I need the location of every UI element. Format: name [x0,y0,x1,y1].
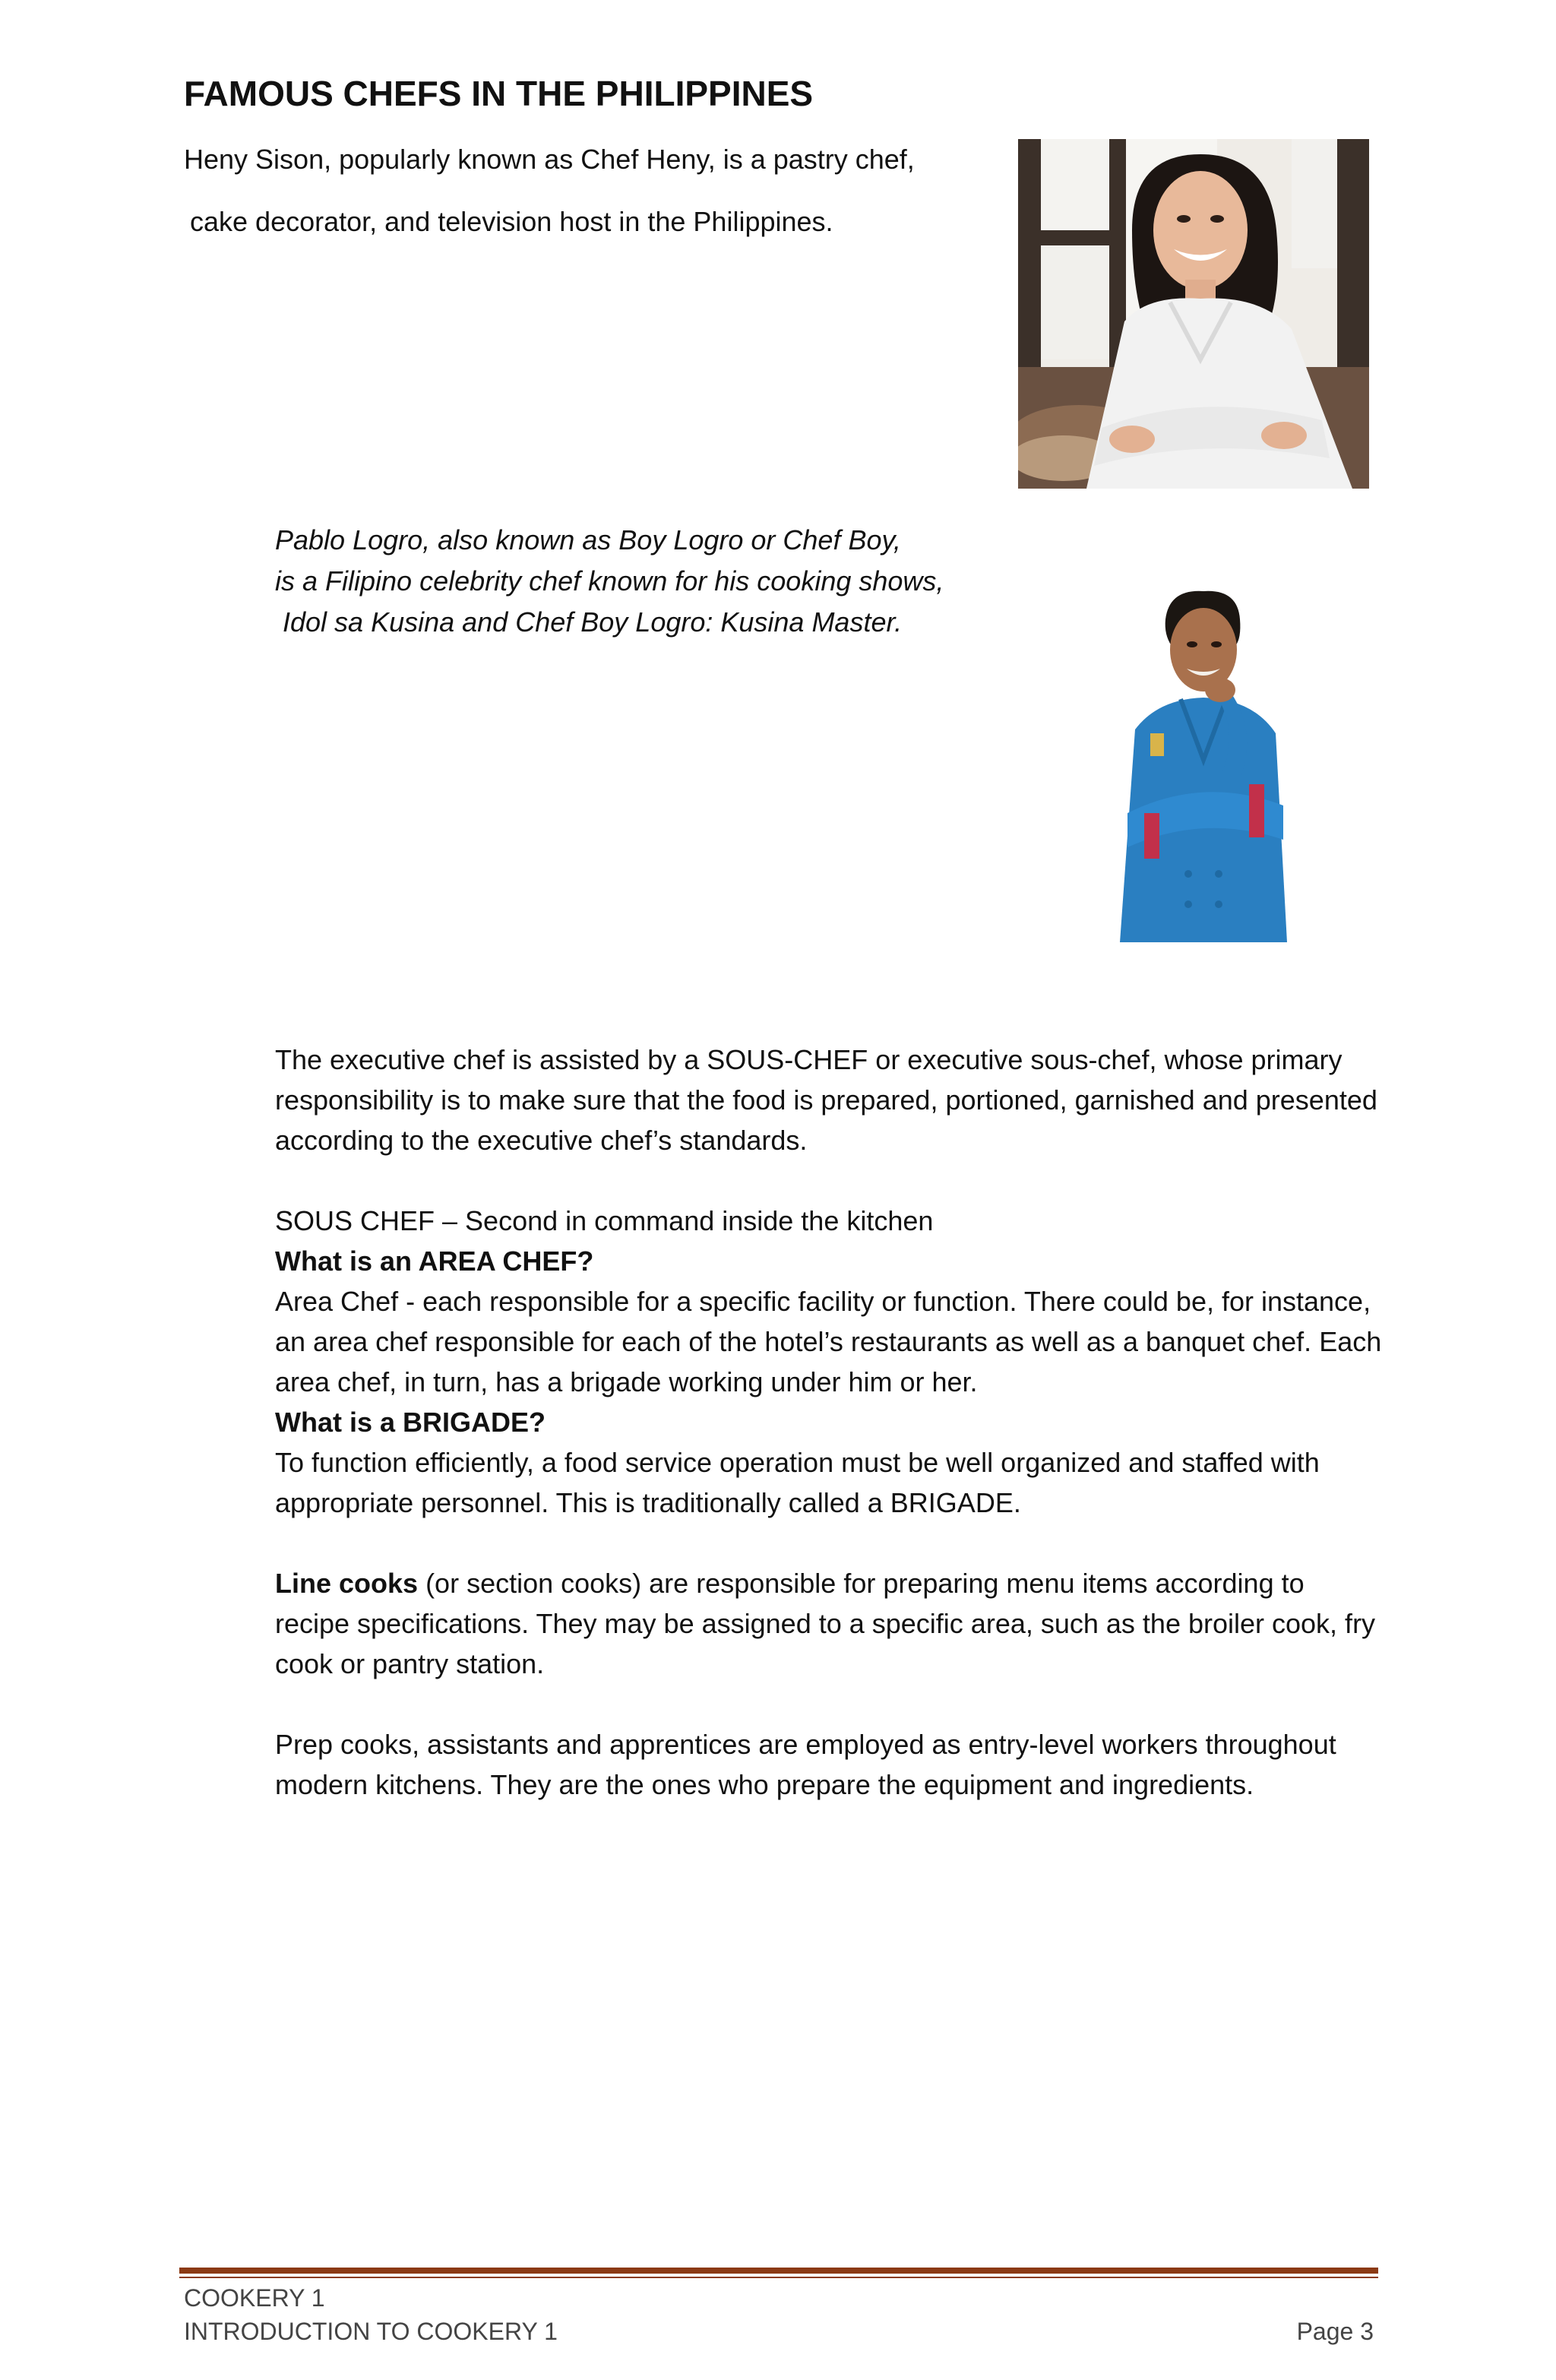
line-cooks-text: (or section cooks) are responsible for preparing menu items according to recipe specifications. They may be assigned to a specific area, such as the broiler cook, fry cook or pantry station. [275,1568,1376,1679]
brigade-heading: What is a BRIGADE? [275,1407,546,1438]
footer-course: COOKERY 1 [184,2284,325,2312]
chef-boy-logro-photo [1105,585,1302,942]
body-content [275,1040,1384,1805]
boy-logro-description [275,520,944,643]
brigade-paragraph: To function efficiently, a food service operation must be well organized and staffed with appropriate personnel. This is traditionally called a BRIGADE. [275,1447,1320,1518]
footer-rule [179,2268,1378,2274]
boy-description-line-3: Idol sa Kusina and Chef Boy Logro: Kusina Master. [283,606,903,638]
area-chef-paragraph: Area Chef - each responsible for a specific facility or function. There could be, for instance, an area chef responsible for each of the hotel’s restaurants as well as a banquet chef. Each area chef, in turn, has a brigade working under him or her. [275,1286,1382,1397]
prep-cooks-paragraph: Prep cooks, assistants and apprentices are employed as entry-level workers throughout modern kitchens. They are the ones who prepare the equipment and ingredients. [275,1729,1336,1800]
boy-description-line-1: Pablo Logro, also known as Boy Logro or Chef Boy, [275,524,901,555]
heny-description-line-1: Heny Sison, popularly known as Chef Heny, is a pastry chef, [184,144,915,175]
sous-chef-definition: SOUS CHEF – Second in command inside the kitchen [275,1205,934,1236]
line-cooks-term: Line cooks [275,1568,419,1599]
chef-heny-photo [1018,139,1369,489]
footer-rule-thin [179,2277,1378,2278]
heny-description-line-2: cake decorator, and television host in the Philippines. [190,206,833,237]
boy-description-line-2: is a Filipino celebrity chef known for his cooking shows, [275,565,944,597]
sous-chef-paragraph: The executive chef is assisted by a SOUS-CHEF or executive sous-chef, whose primary responsibility is to make sure that the food is prepared, portioned, garnished and presented according to the executive chef’s standards. [275,1044,1377,1156]
line-cooks-paragraph [275,1563,1384,1684]
footer-subtitle: INTRODUCTION TO COOKERY 1 [184,2318,558,2345]
page-number: Page 3 [1296,2318,1374,2345]
page-title: FAMOUS CHEFS IN THE PHILIPPINES [184,74,814,113]
area-chef-heading: What is an AREA CHEF? [275,1245,594,1277]
